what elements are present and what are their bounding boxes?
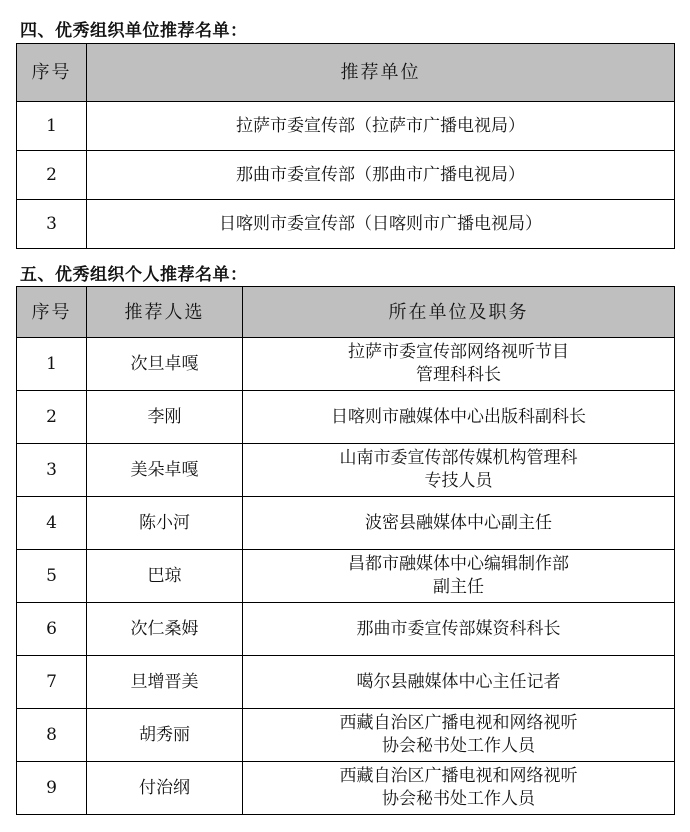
table-row: [17, 709, 675, 762]
row-no: 5: [17, 550, 87, 603]
table-row: [17, 762, 675, 815]
row-no: 6: [17, 603, 87, 656]
row-unit: 日喀则市委宣传部（日喀则市广播电视局）: [87, 200, 675, 249]
row-no: 9: [17, 762, 87, 815]
row-name: 美朵卓嘎: [87, 444, 243, 497]
row-position: [243, 497, 675, 550]
row-position: [243, 603, 675, 656]
row-no: 2: [17, 151, 87, 200]
table-row: [17, 603, 675, 656]
table-row: [17, 200, 675, 249]
position-line2: 管理科科长: [416, 365, 501, 385]
section4-title: 四、优秀组织单位推荐名单：: [20, 21, 248, 41]
row-no: 3: [17, 444, 87, 497]
table-row: [17, 497, 675, 550]
row-no: 3: [17, 200, 87, 249]
organization-unit-table: [16, 43, 675, 249]
row-name: 次旦卓嘎: [87, 338, 243, 391]
row-no: 1: [17, 102, 87, 151]
row-no: 7: [17, 656, 87, 709]
row-unit: 那曲市委宣传部（那曲市广播电视局）: [87, 151, 675, 200]
table-row: [17, 444, 675, 497]
row-name: 付治纲: [87, 762, 243, 815]
row-no: 2: [17, 391, 87, 444]
position-line1: 波密县融媒体中心副主任: [365, 512, 552, 533]
section5-title: 五、优秀组织个人推荐名单：: [20, 265, 248, 285]
position-line1: 日喀则市融媒体中心出版科副科长: [331, 406, 586, 427]
position-line1: 山南市委宣传部传媒机构管理科: [339, 448, 578, 468]
table-row: [17, 102, 675, 151]
header-no: 序号: [17, 287, 87, 338]
row-position: [243, 762, 675, 815]
row-position: [243, 391, 675, 444]
position-line2: 副主任: [433, 577, 484, 597]
row-name: 巴琼: [87, 550, 243, 603]
row-unit: 拉萨市委宣传部（拉萨市广播电视局）: [87, 102, 675, 151]
row-position: [243, 338, 675, 391]
row-no: 4: [17, 497, 87, 550]
position-line1: 昌都市融媒体中心编辑制作部: [348, 554, 569, 574]
header-unit: 推荐单位: [87, 44, 675, 102]
header-no: 序号: [17, 44, 87, 102]
row-position: [243, 656, 675, 709]
row-no: 1: [17, 338, 87, 391]
table-header-row: [17, 44, 675, 102]
position-line1: 噶尔县融媒体中心主任记者: [356, 671, 561, 692]
table-row: [17, 656, 675, 709]
table-row: [17, 391, 675, 444]
table-header-row: [17, 287, 675, 338]
row-name: 李刚: [87, 391, 243, 444]
position-line2: 协会秘书处工作人员: [382, 736, 535, 756]
position-line2: 协会秘书处工作人员: [382, 789, 535, 809]
table-row: [17, 151, 675, 200]
table-row: [17, 338, 675, 391]
row-name: 旦增晋美: [87, 656, 243, 709]
row-name: 胡秀丽: [87, 709, 243, 762]
table-row: [17, 550, 675, 603]
row-name: 陈小河: [87, 497, 243, 550]
position-line1: 那曲市委宣传部媒资科科长: [356, 618, 561, 639]
position-line2: 专技人员: [424, 471, 493, 491]
row-name: 次仁桑姆: [87, 603, 243, 656]
individual-table: [16, 286, 675, 815]
header-position: 所在单位及职务: [243, 287, 675, 338]
row-position: [243, 709, 675, 762]
position-line1: 拉萨市委宣传部网络视听节目: [348, 342, 569, 362]
row-position: [243, 444, 675, 497]
position-line1: 西藏自治区广播电视和网络视听: [339, 766, 578, 786]
row-no: 8: [17, 709, 87, 762]
row-position: [243, 550, 675, 603]
position-line1: 西藏自治区广播电视和网络视听: [339, 713, 578, 733]
header-name: 推荐人选: [87, 287, 243, 338]
